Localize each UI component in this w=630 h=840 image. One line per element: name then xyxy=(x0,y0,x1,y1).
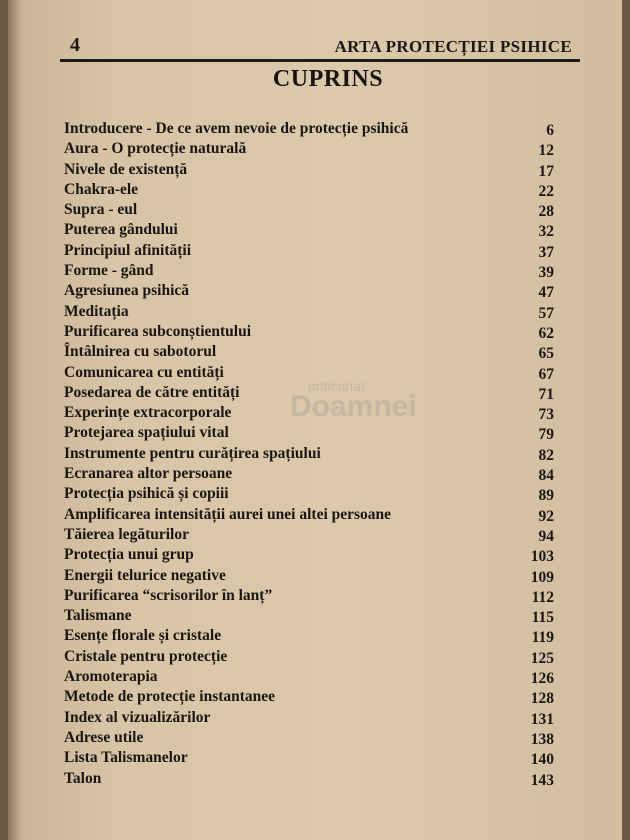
toc-entry xyxy=(64,161,554,181)
toc-entry-title: Posedarea de către entități xyxy=(64,383,240,401)
toc-entry-page: 138 xyxy=(530,730,554,748)
toc-entry-title: Talismane xyxy=(64,607,132,625)
contents-title: CUPRINS xyxy=(272,66,384,92)
toc-entry-title: Aromoterapia xyxy=(64,668,158,686)
toc-entry-page: 47 xyxy=(538,284,554,302)
toc-entry-page: 119 xyxy=(531,629,554,647)
toc-entry xyxy=(64,303,554,323)
toc-entry-page: 143 xyxy=(530,771,554,789)
watermark-line-2: Doamnei xyxy=(290,390,417,423)
toc-entry-page: 22 xyxy=(538,182,554,200)
toc-entry-page: 71 xyxy=(538,385,554,403)
toc-entry-page: 126 xyxy=(530,670,554,688)
toc-entry-page: 84 xyxy=(538,467,554,485)
page-number: 4 xyxy=(70,34,80,56)
toc-entry-title: Tăierea legăturilor xyxy=(64,525,189,543)
toc-entry-title: Agresiunea psihică xyxy=(64,282,190,300)
toc-entry-page: 115 xyxy=(531,609,554,627)
toc-entry-title: Supra - eul xyxy=(64,201,138,219)
toc-entry xyxy=(64,607,554,627)
toc-entry-title: Esențe florale și cristale xyxy=(64,627,222,645)
toc-entry-page: 103 xyxy=(530,548,554,566)
toc-entry xyxy=(64,343,554,363)
toc-entry xyxy=(64,729,554,749)
book-page xyxy=(8,0,622,840)
toc-entry-title: Instrumente pentru curățirea spațiului xyxy=(64,444,321,462)
toc-entry-page: 109 xyxy=(530,568,554,586)
binding-shadow xyxy=(8,0,22,840)
toc-entry-title: Purificarea “scrisorilor în lanț” xyxy=(64,586,273,604)
toc-entry xyxy=(64,445,554,465)
toc-entry xyxy=(64,181,554,201)
toc-entry xyxy=(64,404,554,424)
header-rule xyxy=(60,59,580,62)
toc-entry-title: Introducere - De ce avem nevoie de protecție psihică xyxy=(64,120,409,137)
toc-entry xyxy=(64,242,554,262)
toc-entry-title: Întâlnirea cu sabotorul xyxy=(64,343,217,361)
toc-entry-title: Protecția psihică și copiii xyxy=(64,485,229,503)
toc-entry-title: Talon xyxy=(64,769,102,787)
toc-entry-title: Chakra-ele xyxy=(64,180,139,198)
toc-entry-page: 28 xyxy=(538,203,554,221)
toc-entry xyxy=(64,668,554,688)
toc-entry-title: Amplificarea intensității aurei unei altei persoane xyxy=(64,505,392,523)
toc-entry xyxy=(64,424,554,444)
toc-entry xyxy=(64,140,554,160)
toc-entry-title: Protejarea spațiului vital xyxy=(64,424,229,442)
toc-entry xyxy=(64,221,554,241)
toc-entry xyxy=(64,688,554,708)
toc-entry xyxy=(64,627,554,647)
toc-entry-title: Experințe extracorporale xyxy=(64,404,232,422)
toc-entry-page: 32 xyxy=(538,223,554,241)
toc-entry-title: Energii telurice negative xyxy=(64,566,226,584)
toc-entry xyxy=(64,485,554,505)
toc-entry-title: Protecția unui grup xyxy=(64,546,194,564)
toc-entry-page: 57 xyxy=(538,304,554,322)
toc-entry xyxy=(64,546,554,566)
toc-entry-page: 131 xyxy=(530,710,554,728)
toc-entry-title: Ecranarea altor persoane xyxy=(64,465,233,483)
toc-entry-title: Aura - O protecție naturală xyxy=(64,140,247,158)
toc-entry-title: Puterea gândului xyxy=(64,221,178,239)
toc-entry-page: 112 xyxy=(531,588,554,606)
toc-entry-page: 17 xyxy=(538,162,554,180)
toc-entry-title: Adrese utile xyxy=(64,728,144,746)
toc-entry-page: 128 xyxy=(530,690,554,708)
toc-entry-page: 140 xyxy=(530,751,554,769)
toc-entry xyxy=(64,465,554,485)
toc-entry xyxy=(64,709,554,729)
toc-entry-page: 89 xyxy=(538,487,554,505)
toc-entry xyxy=(64,567,554,587)
toc-entry xyxy=(64,282,554,302)
toc-entry-title: Lista Talismanelor xyxy=(64,749,188,767)
table-of-contents xyxy=(64,120,554,790)
toc-entry-title: Metode de protecție instantanee xyxy=(64,688,276,706)
toc-entry-page: 79 xyxy=(538,426,554,444)
toc-entry-title: Purificarea subconștientului xyxy=(64,322,252,340)
toc-entry-title: Index al vizualizărilor xyxy=(64,708,211,726)
watermark-line-1: anticariat xyxy=(308,378,365,394)
toc-entry xyxy=(64,770,554,790)
toc-entry-page: 82 xyxy=(538,446,554,464)
toc-entry-page: 62 xyxy=(538,324,554,342)
toc-entry-page: 65 xyxy=(538,345,554,363)
toc-entry xyxy=(64,201,554,221)
toc-entry-title: Comunicarea cu entități xyxy=(64,363,224,381)
toc-entry-page: 6 xyxy=(546,122,554,139)
toc-entry-page: 12 xyxy=(538,142,554,160)
running-title: ARTA PROTECȚIEI PSIHICE xyxy=(334,37,572,56)
page-header xyxy=(60,34,580,60)
toc-entry-page: 37 xyxy=(538,243,554,261)
toc-entry-page: 92 xyxy=(538,507,554,525)
toc-entry xyxy=(64,262,554,282)
toc-entry-title: Nivele de existență xyxy=(64,160,188,178)
toc-entry-title: Cristale pentru protecție xyxy=(64,647,228,665)
toc-entry xyxy=(64,587,554,607)
toc-entry-title: Meditația xyxy=(64,302,129,320)
toc-entry xyxy=(64,384,554,404)
toc-entry-page: 73 xyxy=(538,406,554,424)
toc-entry xyxy=(64,749,554,769)
toc-entry-title: Principiul afinității xyxy=(64,241,192,259)
toc-entry-page: 67 xyxy=(538,365,554,383)
toc-entry-page: 94 xyxy=(538,527,554,545)
toc-entry xyxy=(64,323,554,343)
toc-entry xyxy=(64,506,554,526)
toc-entry xyxy=(64,526,554,546)
toc-entry-page: 39 xyxy=(538,264,554,282)
toc-entry-title: Forme - gând xyxy=(64,262,154,280)
toc-entry xyxy=(64,648,554,668)
toc-entry xyxy=(64,120,554,140)
toc-entry-page: 125 xyxy=(530,649,554,667)
toc-entry xyxy=(64,364,554,384)
